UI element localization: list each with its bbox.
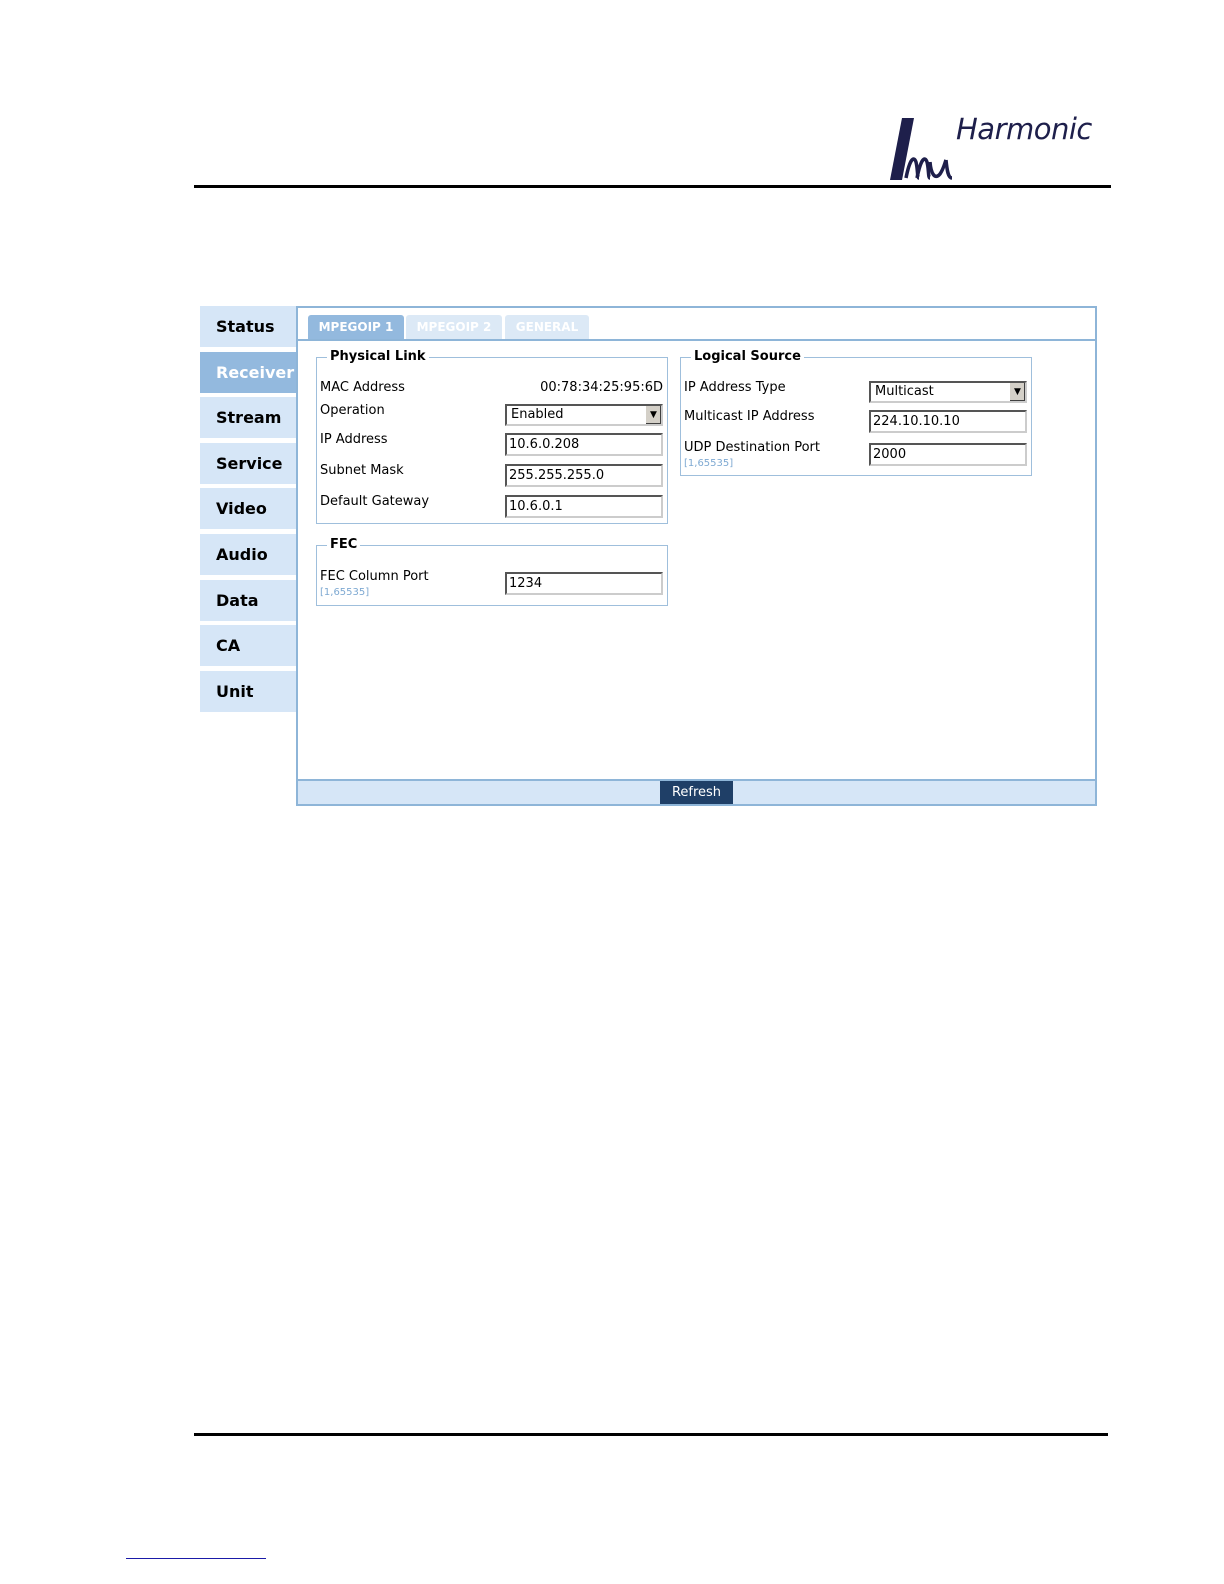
sidebar-item-status[interactable]: Status	[200, 306, 296, 347]
tab-general[interactable]: GENERAL	[505, 315, 589, 339]
ip-address-label: IP Address	[320, 432, 388, 447]
ip-address-type-selected-value: Multicast	[875, 384, 934, 399]
sidebar-item-audio[interactable]: Audio	[200, 534, 296, 575]
tab-mpegoip-2[interactable]: MPEGOIP 2	[406, 315, 502, 339]
header-divider	[194, 185, 1111, 188]
sidebar-item-stream[interactable]: Stream	[200, 397, 296, 438]
operation-selected-value: Enabled	[511, 407, 564, 422]
logical-source-legend: Logical Source	[694, 349, 801, 364]
sidebar-nav	[200, 306, 296, 716]
operation-label: Operation	[320, 403, 385, 418]
udp-destination-port-range: [1,65535]	[684, 458, 734, 469]
fec-column-port-range: [1,65535]	[320, 587, 370, 598]
mac-address-label: MAC Address	[320, 380, 405, 395]
sidebar-item-unit[interactable]: Unit	[200, 671, 296, 712]
sidebar-item-ca[interactable]: CA	[200, 625, 296, 666]
ip-address-input[interactable]: 10.6.0.208	[505, 433, 663, 456]
panel-footer	[298, 779, 1095, 804]
ip-address-type-select[interactable]	[869, 381, 1027, 403]
footer-link-underline	[126, 1558, 266, 1559]
udp-destination-port-input[interactable]: 2000	[869, 443, 1027, 466]
subnet-mask-label: Subnet Mask	[320, 463, 404, 478]
physical-link-legend: Physical Link	[330, 349, 426, 364]
operation-select[interactable]	[505, 404, 663, 426]
sidebar-item-data[interactable]: Data	[200, 580, 296, 621]
default-gateway-label: Default Gateway	[320, 494, 430, 509]
default-gateway-input[interactable]: 10.6.0.1	[505, 495, 663, 518]
sidebar-item-receiver[interactable]: Receiver	[200, 352, 296, 393]
chevron-down-icon[interactable]: ▼	[645, 406, 661, 424]
fec-legend: FEC	[330, 537, 358, 552]
fec-column-port-label: FEC Column Port	[320, 569, 429, 584]
subnet-mask-input[interactable]: 255.255.255.0	[505, 464, 663, 487]
refresh-button[interactable]: Refresh	[660, 781, 733, 804]
udp-destination-port-label: UDP Destination Port	[684, 440, 820, 455]
chevron-down-icon[interactable]: ▼	[1009, 383, 1025, 401]
tab-mpegoip-1[interactable]: MPEGOIP 1	[308, 315, 404, 339]
sidebar-item-service[interactable]: Service	[200, 443, 296, 484]
logo-wordmark: Harmonic	[956, 112, 1092, 146]
receiver-config-screen	[200, 306, 1097, 806]
content-panel	[296, 306, 1097, 806]
harmonic-logo	[888, 112, 1108, 184]
ip-address-type-label: IP Address Type	[684, 380, 786, 395]
tab-bar	[298, 308, 1095, 341]
multicast-ip-address-label: Multicast IP Address	[684, 409, 815, 424]
harmonic-logo-mark-icon	[888, 112, 958, 184]
sidebar-item-video[interactable]: Video	[200, 488, 296, 529]
mac-address-value: 00:78:34:25:95:6D	[540, 380, 663, 395]
multicast-ip-address-input[interactable]: 224.10.10.10	[869, 410, 1027, 433]
fec-column-port-input[interactable]: 1234	[505, 572, 663, 595]
footer-divider	[194, 1433, 1108, 1436]
